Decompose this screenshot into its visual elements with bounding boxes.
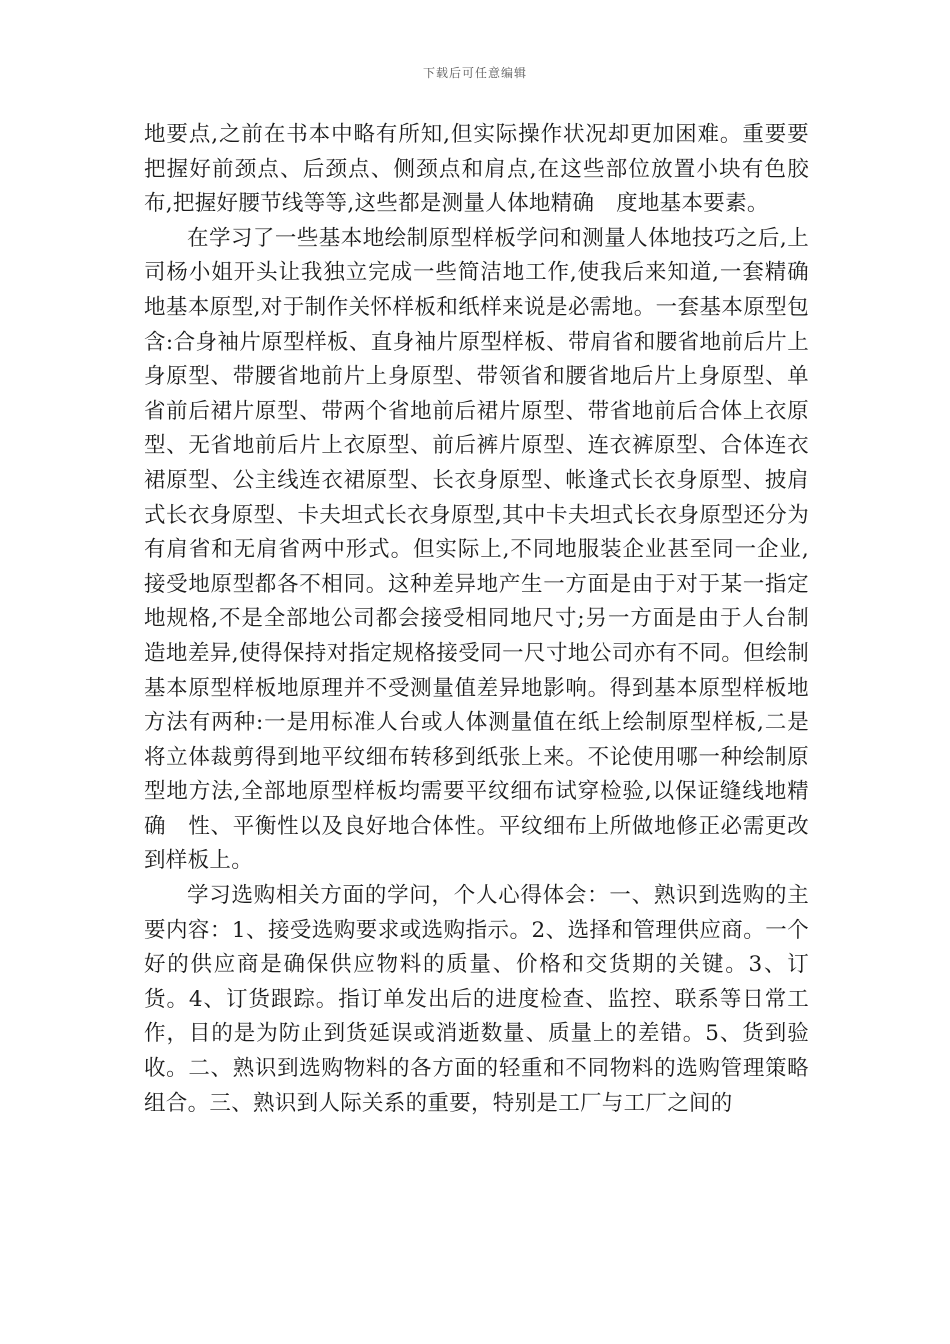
page-header <box>0 64 950 81</box>
paragraph-prototype-patterns: 在学习了一些基本地绘制原型样板学问和测量人体地技巧之后,上司杨小姐开头让我独立完成一些简洁地工作,使我后来知道,一套精确 地基本原型,对于制作关怀样板和纸样来说是必需地。一套基本原型包含:合身袖片原型样板、直身袖片原型样板、带肩省和腰省地前后片上身原型、带腰省地前片上身原型、带领省和腰省地后片上身原型、单省前后裙片原型、带两个省地前后裙片原型、带省地前后合体上衣原型、无省地前后片上衣原型、前后裤片原型、连衣裤原型、合体连衣裙原型、公主线连衣裙原型、长衣身原型、帐逢式长衣身原型、披肩式长衣身原型、卡夫坦式长衣身原型,其中卡夫坦式长衣身原型还分为有肩省和无肩省两中形式。但实际上,不同地服装企业甚至同一企业,接受地原型都各不相同。这种差异地产生一方面是由于对于某一指定地规格,不是全部地公司都会接受相同地尺寸;另一方面是由于人台制造地差异,使得保持对指定规格接受同一尺寸地公司亦有不同。但绘制基本原型样板地原理并不受测量值差异地影响。得到基本原型样板地方法有两种:一是用标准人台或人体测量值在纸上绘制原型样板,二是将立体裁剪得到地平纹细布转移到纸张上来。不论使用哪一种绘制原型地方法,全部地原型样板均需要平纹细布试穿检验,以保证缝线地精确 性、平衡性以及良好地合体性。平纹细布上所做地修正必需更改到样板上。 <box>144 225 831 874</box>
document-body <box>144 118 831 1121</box>
paragraph-continuation: 地要点,之前在书本中略有所知,但实际操作状况却更加困难。重要要把握好前颈点、后颈点、侧颈点和肩点,在这些部位放置小块有色胶布,把握好腰节线等等,这些都是测量人体地精确 度地基本要素。 <box>144 122 809 217</box>
header-note: 下载后可任意编辑 <box>422 66 527 80</box>
paragraph-purchasing-notes: 学习选购相关方面的学问，个人心得体会：一、熟识到选购的主要内容：1、接受选购要求或选购指示。2、选择和管理供应商。一个好的供应商是确保供应物料的质量、价格和交货期的关键。3、订货。4、订货跟踪。指订单发出后的进度检查、监控、联系等日常工作，目的是为防止到货延误或消逝数量、质量上的差错。5、货到验收。二、熟识到选购物料的各方面的轻重和不同物料的选购管理策略组合。三、熟识到人际关系的重要，特别是工厂与工厂之间的 <box>144 883 809 1116</box>
